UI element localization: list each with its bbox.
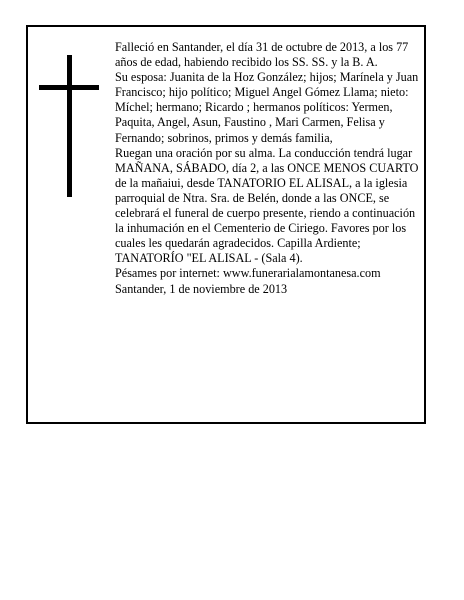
- place-and-date: Santander, 1 de noviembre de 2013: [115, 281, 288, 296]
- cross-vertical-bar: [67, 55, 72, 197]
- death-announcement: Falleció en Santander, el día 31 de octubre de 2013, a los 77 años de edad, habiendo recibido los SS. SS. y la B. A.: [115, 40, 409, 70]
- obituary-notice: [26, 25, 426, 424]
- family-list: Su esposa: Juanita de la Hoz González; hijos; Marínela y Juan Francisco; hijo político; Miguel Angel Gómez Llama; nieto: Míchel; hermano; Ricardo ; hermanos políticos: Yermen, Paquita, Angel, Asun, Faustino , Mari Carmen, Felisa y Fernando; sobrinos, primos y demás familia,: [115, 70, 419, 145]
- funeral-details: Ruegan una oración por su alma. La conducción tendrá lugar MAÑANA, SÁBADO, día 2, a las ONCE MENOS CUARTO de la mañaiui, desde TANATORIO EL ALISAL, a la iglesia parroquial de Ntra. Sra. de Belén, donde a las ONCE, se celebrará el funeral de cuerpo presente, riendo a continuación la inhumación en el Cementerio de Ciriego. Favores por los cuales les quedarán agradecidos. Capilla Ardiente; TANATORÍO "EL ALISAL - (Sala 4).: [115, 145, 419, 266]
- condolences-website: Pésames por internet: www.funerarialamontanesa.com: [115, 266, 381, 281]
- obituary-text: [115, 40, 421, 297]
- cross-horizontal-bar: [39, 85, 99, 90]
